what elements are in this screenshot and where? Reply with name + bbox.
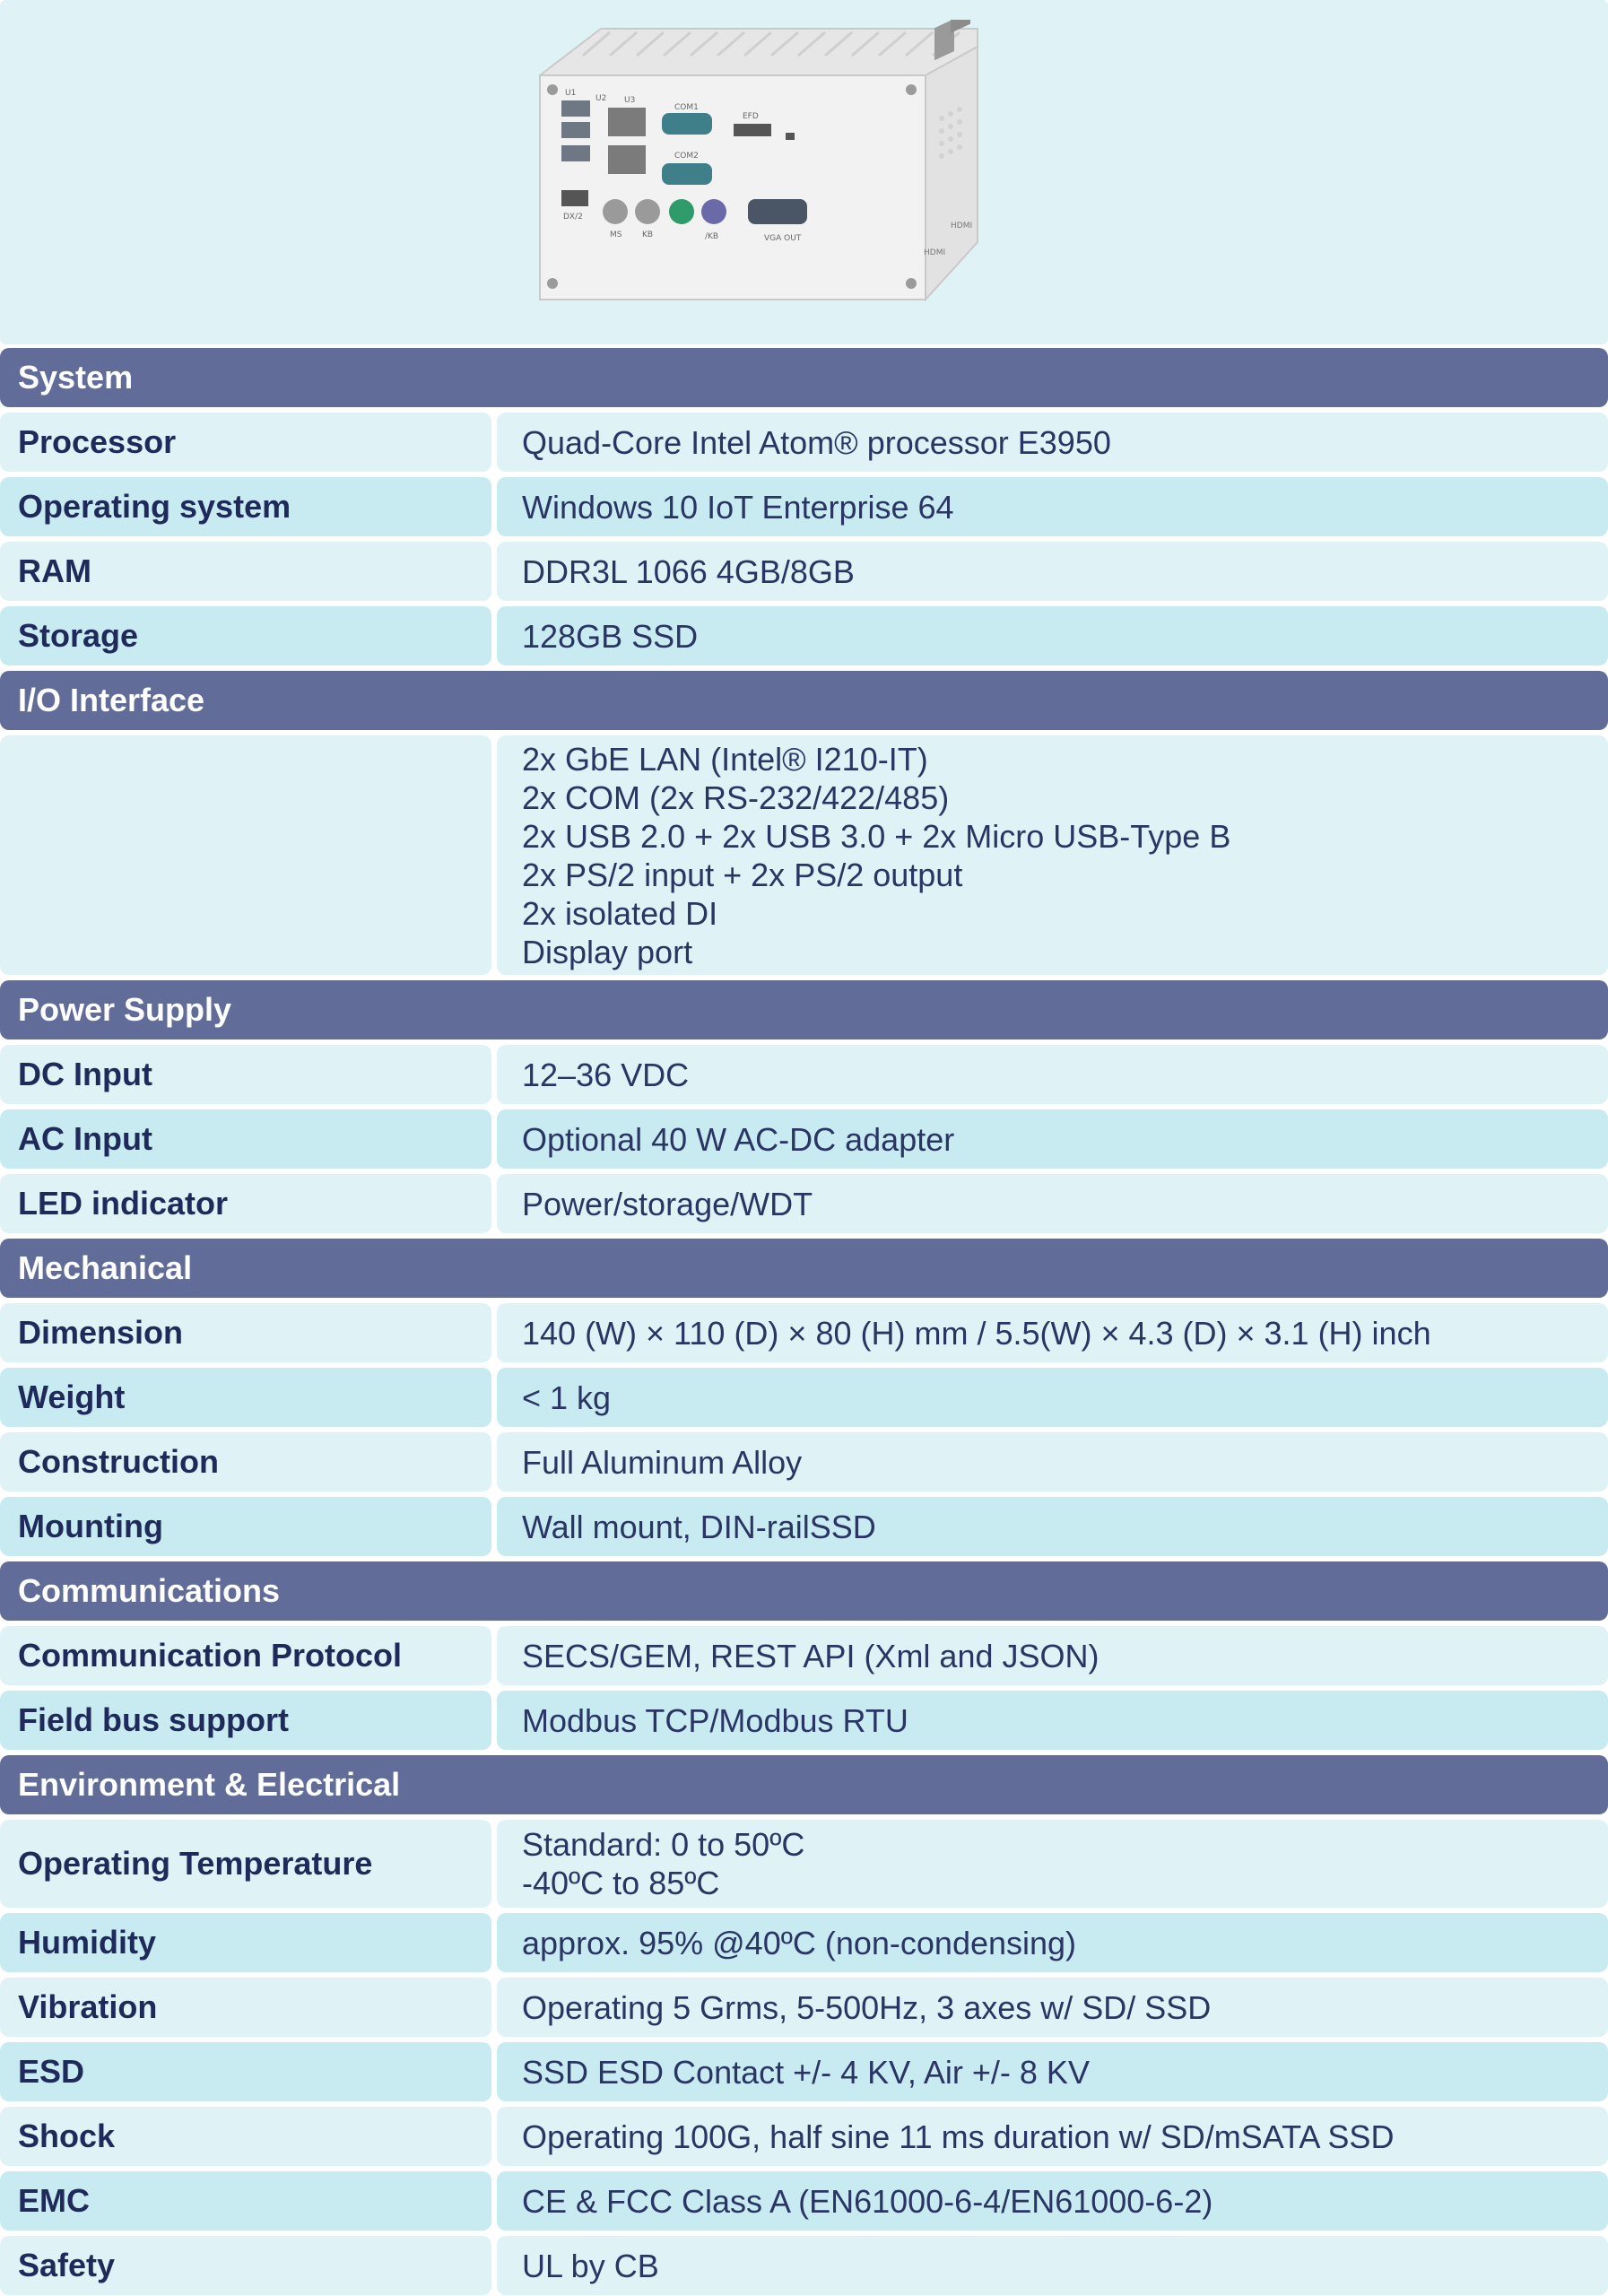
spec-row (0, 1432, 1608, 1492)
spec-row (0, 1109, 1608, 1169)
spec-row (0, 413, 1608, 472)
spec-value-line: Power/storage/WDT (522, 1185, 813, 1222)
spec-label: AC Input (0, 1109, 491, 1169)
spec-value (497, 477, 1608, 536)
spec-row (0, 606, 1608, 665)
spec-table (0, 348, 1608, 2296)
spec-value (497, 2236, 1608, 2295)
spec-label: DC Input (0, 1045, 491, 1104)
section-header: Mechanical (0, 1239, 1608, 1298)
spec-row (0, 1626, 1608, 1685)
spec-value-line: DDR3L 1066 4GB/8GB (522, 552, 855, 590)
spec-label: Storage (0, 606, 491, 665)
device-side (926, 47, 978, 300)
spec-value-line: 2x isolated DI (522, 894, 718, 932)
spec-value-line: < 1 kg (522, 1378, 612, 1416)
spec-value-line: Display port (522, 933, 693, 970)
spec-label (0, 735, 491, 975)
section-header: System (0, 348, 1608, 407)
spec-value-line: Wall mount, DIN-railSSD (522, 1508, 876, 1545)
spec-value-line: 2x COM (2x RS-232/422/485) (522, 778, 950, 816)
device-label-vga: VGA OUT (764, 234, 802, 243)
spec-value-line: Operating 100G, half sine 11 ms duration w/ SD/mSATA SSD (522, 2118, 1395, 2155)
spec-row (0, 2107, 1608, 2166)
spec-row (0, 542, 1608, 601)
spec-value-line: -40ºC to 85ºC (522, 1865, 720, 1901)
spec-value (497, 542, 1608, 601)
device-label-u1: U1 (565, 89, 577, 98)
device-label-com1: COM1 (674, 103, 699, 112)
spec-value-line: UL by CB (522, 2247, 659, 2284)
spec-value-line: 128GB SSD (522, 617, 699, 655)
spec-row (0, 1045, 1608, 1104)
spec-value-line: 2x GbE LAN (Intel® I210-IT) (522, 740, 928, 778)
spec-label: Construction (0, 1432, 491, 1492)
spec-value (497, 1045, 1608, 1104)
section-header: Environment & Electrical (0, 1755, 1608, 1814)
spec-label: Mounting (0, 1497, 491, 1556)
section-header: Communications (0, 1561, 1608, 1621)
spec-label: Vibration (0, 1978, 491, 2037)
spec-row (0, 1913, 1608, 1972)
spec-value-line: Quad-Core Intel Atom® processor E3950 (522, 423, 1111, 461)
device-label-com2: COM2 (674, 152, 699, 161)
spec-value (497, 1432, 1608, 1492)
spec-value-line: Operating 5 Grms, 5-500Hz, 3 axes w/ SD/ SSD (522, 1988, 1212, 2026)
device-label-hdmi1: HDMI (924, 248, 946, 257)
spec-row (0, 1497, 1608, 1556)
spec-value (497, 1174, 1608, 1233)
spec-label: Humidity (0, 1913, 491, 1972)
spec-value (497, 413, 1608, 472)
spec-row (0, 2042, 1608, 2101)
spec-row (0, 1978, 1608, 2037)
spec-value (497, 1303, 1608, 1362)
spec-value-line: Full Aluminum Alloy (522, 1443, 803, 1481)
spec-value-line: Standard: 0 to 50ºC (522, 1826, 805, 1863)
spec-label: Operating Temperature (0, 1820, 491, 1908)
device-label-dx2: DX/2 (563, 213, 583, 222)
spec-value (497, 1913, 1608, 1972)
spec-value-line: Optional 40 W AC-DC adapter (522, 1120, 955, 1158)
section-header: Power Supply (0, 980, 1608, 1039)
device-label-hdmi2: HDMI (951, 222, 973, 230)
spec-row (0, 1174, 1608, 1233)
device-front (540, 75, 926, 300)
section-header: I/O Interface (0, 671, 1608, 730)
spec-label: Dimension (0, 1303, 491, 1362)
spec-label: EMC (0, 2171, 491, 2231)
spec-value (497, 1497, 1608, 1556)
device-label-u3: U3 (624, 96, 636, 105)
spec-value (497, 1626, 1608, 1685)
spec-value (497, 1368, 1608, 1427)
spec-label: RAM (0, 542, 491, 601)
spec-value-line: approx. 95% @40ºC (non-condensing) (522, 1924, 1077, 1961)
spec-label: Processor (0, 413, 491, 472)
spec-label: ESD (0, 2042, 491, 2101)
device-label-u2: U2 (595, 94, 607, 103)
device-label-kb: KB (642, 230, 654, 239)
spec-label: Communication Protocol (0, 1626, 491, 1685)
spec-label: Weight (0, 1368, 491, 1427)
spec-label: Safety (0, 2236, 491, 2295)
spec-value (497, 1691, 1608, 1750)
spec-value-line: 12–36 VDC (522, 1056, 690, 1093)
device-label-mskb: /KB (705, 232, 719, 241)
product-image-panel (0, 0, 1608, 344)
spec-value-line: 140 (W) × 110 (D) × 80 (H) mm / 5.5(W) × 4.3 (D) × 3.1 (H) inch (522, 1314, 1431, 1352)
spec-value-line: 2x USB 2.0 + 2x USB 3.0 + 2x Micro USB-Type B (522, 817, 1231, 855)
device-label-efd: EFD (743, 112, 759, 121)
spec-value (497, 1109, 1608, 1169)
spec-row (0, 735, 1608, 975)
spec-value-line: Windows 10 IoT Enterprise 64 (522, 488, 954, 526)
spec-row (0, 1368, 1608, 1427)
spec-label: Shock (0, 2107, 491, 2166)
spec-label: LED indicator (0, 1174, 491, 1233)
spec-value-line: 2x PS/2 input + 2x PS/2 output (522, 856, 963, 893)
spec-row (0, 1303, 1608, 1362)
spec-row (0, 1691, 1608, 1750)
spec-row (0, 2236, 1608, 2295)
spec-value (497, 2171, 1608, 2231)
spec-row (0, 477, 1608, 536)
spec-value (497, 2042, 1608, 2101)
spec-value-line: SSD ESD Contact +/- 4 KV, Air +/- 8 KV (522, 2053, 1090, 2091)
spec-row (0, 1820, 1608, 1908)
spec-value-line: Modbus TCP/Modbus RTU (522, 1701, 908, 1739)
spec-value (497, 606, 1608, 665)
spec-value (497, 1820, 1608, 1908)
device-label-ms: MS (610, 230, 622, 239)
spec-label: Field bus support (0, 1691, 491, 1750)
spec-value (497, 2107, 1608, 2166)
device-illustration (529, 20, 995, 316)
spec-row (0, 2171, 1608, 2231)
spec-value-line: SECS/GEM, REST API (Xml and JSON) (522, 1637, 1100, 1674)
spec-value (497, 1978, 1608, 2037)
spec-label: Operating system (0, 477, 491, 536)
spec-value-line: CE & FCC Class A (EN61000-6-4/EN61000-6-2) (522, 2182, 1213, 2220)
spec-value (497, 735, 1608, 975)
